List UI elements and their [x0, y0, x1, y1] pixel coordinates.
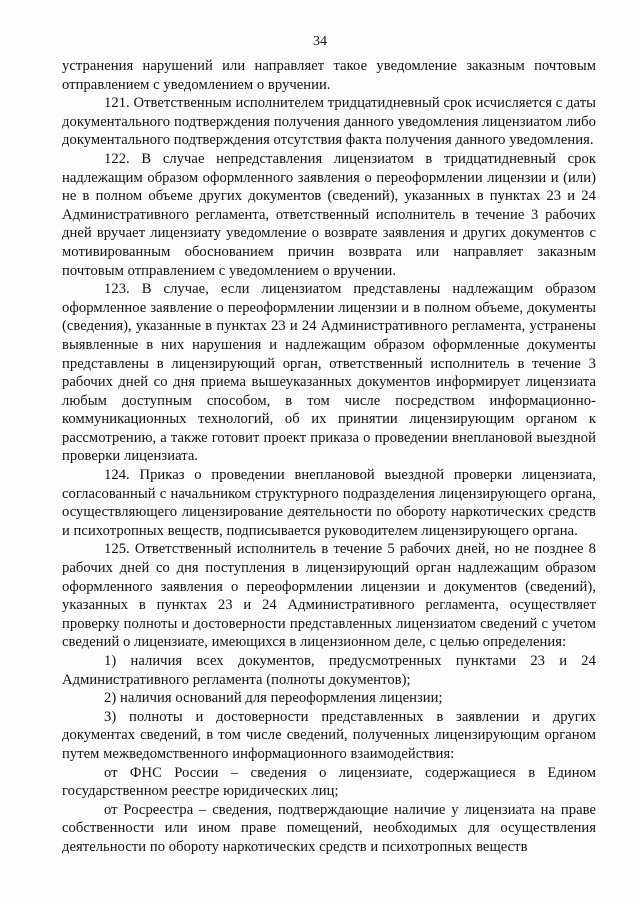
list-item-3: 3) полноты и достоверности представленных в заявлении и других документах сведений, в том числе сведений, полученных лицензирующим органом путем межведомственного информационного взаимодействия: — [62, 708, 596, 762]
paragraph-fns: от ФНС России – сведения о лицензиате, содержащиеся в Едином государственном реестре юридических лиц; — [62, 764, 596, 800]
paragraph-123: 123. В случае, если лицензиатом представлены надлежащим образом оформленное заявление о переоформлении лицензии и в полном объеме, документы (сведения), указанные в пунктах 23 и 24 Административного регламента, устранены выявленные в них нарушения и надлежащим образом оформленные документы представлены в лицензирующий орган, ответственный исполнитель в течение 3 рабочих дней со дня приема вышеуказанных документов информирует лицензиата любым доступным способом, в том числе посредством информационно-коммуникационных технологий, об их принятии лицензирующим органом к рассмотрению, а также готовит проект приказа о проведении внеплановой выездной проверки лицензиата. — [62, 281, 596, 465]
list-item-2: 2) наличия оснований для переоформления лицензии; — [104, 690, 443, 707]
paragraph-124: 124. Приказ о проведении внеплановой выездной проверки лицензиата, согласованный с начальником структурного подразделения лицензирующего органа, осуществляющего лицензирование деятельности по обороту наркотических средств и психотропных веществ, подписывается руководителем лицензирующего органа. — [62, 467, 596, 539]
paragraph-121: 121. Ответственным исполнителем тридцатидневный срок исчисляется с даты документального подтверждения получения данного уведомления лицензиатом либо документального подтверждения отсутствия факта получения данного уведомления. — [62, 95, 596, 149]
page-number: 34 — [313, 34, 327, 49]
paragraph-rosreestr: от Росреестра – сведения, подтверждающие наличие у лицензиата на праве собственности или ином праве помещений, необходимых для осуществления деятельности по обороту наркотических средств и психотропных веществ — [62, 801, 596, 855]
document-body — [62, 57, 596, 857]
list-item-1: 1) наличия всех документов, предусмотренных пунктами 23 и 24 Административного регламента (полноты документов); — [62, 653, 596, 688]
paragraph-continuation: устранения нарушений или направляет такое уведомление заказным почтовым отправлением с уведомлением о вручении. — [62, 58, 596, 93]
paragraph-122: 122. В случае непредставления лицензиатом в тридцатидневный срок надлежащим образом оформленного заявления о переоформлении лицензии и (или) не в полном объеме других документов (сведений), указанных в пунктах 23 и 24 Административного регламента, ответственный исполнитель в течение 3 рабочих дней вручает лицензиату уведомление о возврате заявления и других документов с мотивированным обоснованием причин возврата или направляет заказным почтовым отправлением с уведомлением о вручении. — [62, 150, 596, 279]
paragraph-125: 125. Ответственный исполнитель в течение 5 рабочих дней, но не позднее 8 рабочих дней со дня поступления в лицензирующий орган надлежащим образом оформленного заявления о переоформлении лицензии и документов (сведений), указанных в пунктах 23 и 24 Административного регламента, осуществляет проверку полноты и достоверности представленных лицензиатом сведений с учетом сведений о лицензиате, имеющихся в лицензионном деле, с целью определения: — [62, 541, 596, 651]
